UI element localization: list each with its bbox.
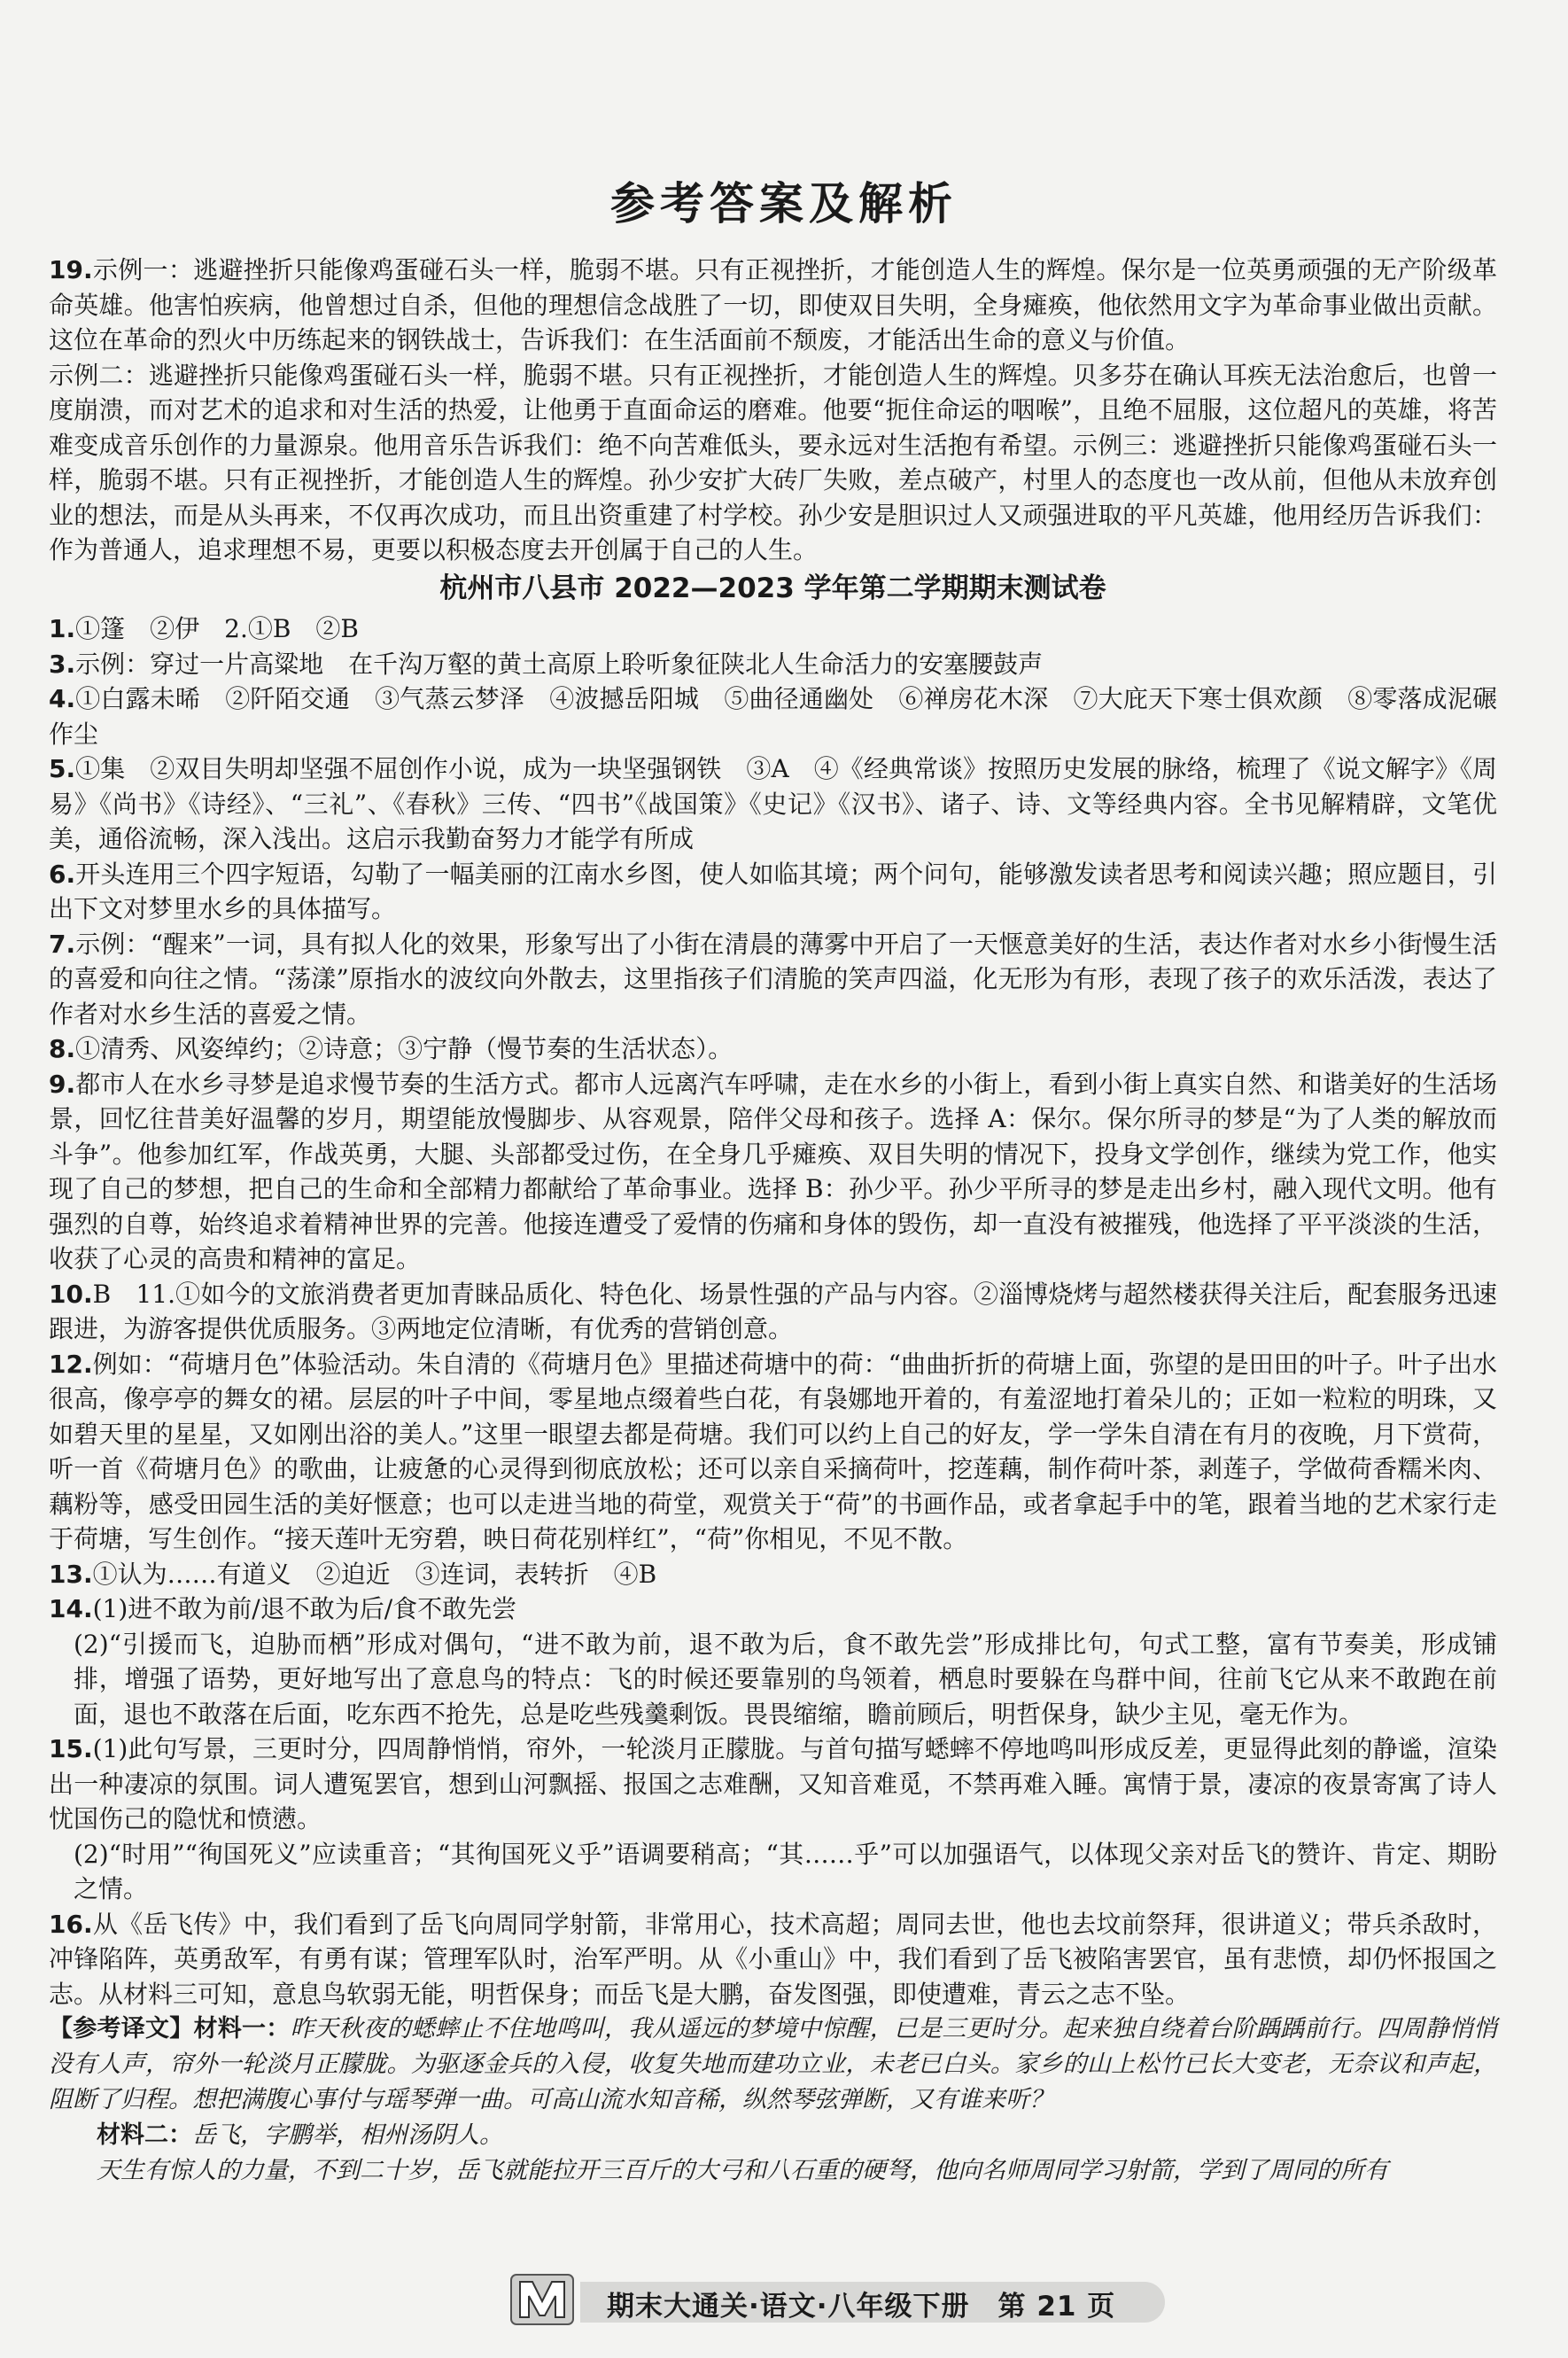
answer-6: 6.开头连用三个四字短语，勾勒了一幅美丽的江南水乡图，使人如临其境；两个问句，能够激发读者思考和阅读兴趣；照应题目，引出下文对梦里水乡的具体描写。: [49, 859, 1497, 923]
translation-material-1: 【参考译文】材料一：昨天秋夜的蟋蟀止不住地鸣叫，我从遥远的梦境中惊醒，已是三更时分。起来独自绕着台阶踽踽前行。四周静悄悄没有人声，帘外一轮淡月正朦胧。为驱逐金兵的入侵，收复失地而建功立业，未老已白头。家乡的山上松竹已长大变老，无奈议和声起，阻断了归程。想把满腹心事付与瑶琴弹一曲。可高山流水知音稀，纵然琴弦弹断，又有谁来听？: [49, 2015, 1498, 2113]
answer-number: 19.: [49, 255, 93, 284]
answer-3: 3.示例：穿过一片高粱地 在千沟万壑的黄土高原上聆听象征陕北人生命活力的安塞腰鼓声: [49, 649, 1044, 679]
footer-text: 期末大通关·语文·八年级下册 第 21 页: [607, 2291, 1116, 2323]
answer-7: 7.示例：“醒来”一词，具有拟人化的效果，形象写出了小街在清晨的薄雾中开启了一天惬意美好的生活，表达作者对水乡小街慢生活的喜爱和向往之情。“荡漾”原指水的波纹向外散去，这里指孩子们清脆的笑声四溢，化无形为有形，表现了孩子的欢乐活泼，表达了作者对水乡生活的喜爱之情。: [49, 929, 1497, 1029]
answer-text: 示例一：逃避挫折只能像鸡蛋碰石头一样，脆弱不堪。只有正视挫折，才能创造人生的辉煌。保尔是一位英勇顽强的无产阶级革命英雄。他害怕疾病，他曾想过自杀，但他的理想信念战胜了一切，即使双目失明，全身瘫痪，他依然用文字为革命事业做出贡献。这位在革命的烈火中历练起来的钢铁战士，告诉我们：在生活面前不颓废，才能活出生命的意义与价值。: [49, 255, 1497, 354]
answer-10: 10.B 11.①如今的文旅消费者更加青睐品质化、特色化、场景性强的产品与内容。②淄博烧烤与超然楼获得关注后，配套服务迅速跟进，为游客提供优质服务。③两地定位清晰，有优秀的营销创意。: [49, 1279, 1497, 1343]
answer-14-2: (2)“引援而飞，迫胁而栖”形成对偶句，“进不敢为前，退不敢为后，食不敢先尝”形成排比句，句式工整，富有节奏美，形成铺排，增强了语势，更好地写出了意息鸟的特点：飞的时候还要靠别的鸟领着，栖息时要躲在鸟群中间，往前飞它从来不敢跑在前面，退也不敢落在后面，吃东西不抢先，总是吃些残羹剩饭。畏畏缩缩，瞻前顾后，明哲保身，缺少主见，毫无作为。: [74, 1629, 1497, 1729]
page-footer: [509, 2271, 1165, 2324]
answer-1: 1.①篷 ②伊 2.①B ②B: [49, 614, 359, 643]
answer-13: 13.①认为……有道义 ②迫近 ③连词，表转折 ④B: [49, 1559, 657, 1589]
answer-16: 16.从《岳飞传》中，我们看到了岳飞向周同学射箭，非常用心，技术高超；周同去世，他也去坟前祭拜，很讲道义；带兵杀敌时，冲锋陷阵，英勇敌军，有勇有谋；管理军队时，治军严明。从《小重山》中，我们看到了岳飞被陷害罢官，虽有悲愤，却仍怀报国之志。从材料三可知，意息鸟软弱无能，明哲保身；而岳飞是大鹏，奋发图强，即使遭难，青云之志不坠。: [49, 1909, 1497, 2009]
answer-12: 12.例如：“荷塘月色”体验活动。朱自清的《荷塘月色》里描述荷塘中的荷：“曲曲折折的荷塘上面，弥望的是田田的叶子。叶子出水很高，像亭亭的舞女的裙。层层的叶子中间，零星地点缀着些白花，有袅娜地开着的，有羞涩地打着朵儿的；正如一粒粒的明珠，又如碧天里的星星，又如刚出浴的美人。”这里一眼望去都是荷塘。我们可以约上自己的好友，学一学朱自清在有月的夜晚，月下赏荷，听一首《荷塘月色》的歌曲，让疲惫的心灵得到彻底放松；还可以亲自采摘荷叶，挖莲藕，制作荷叶茶，剥莲子，学做荷香糯米肉、藕粉等，感受田园生活的美好惬意；也可以走进当地的荷堂，观赏关于“荷”的书画作品，或者拿起手中的笔，跟着当地的艺术家行走于荷塘，写生创作。“接天莲叶无穷碧，映日荷花别样红”，“荷”你相见，不见不散。: [49, 1349, 1497, 1553]
answer-15: 15.(1)此句写景，三更时分，四周静悄悄，帘外，一轮淡月正朦胧。与首句描写蟋蟀不停地鸣叫形成反差，更显得此刻的静谧，渲染出一种凄凉的氛围。词人遭冤罢官，想到山河飘摇、报国之志难酬，又知音难觅，不禁再难入睡。寓情于景，凄凉的夜景寄寓了诗人忧国伤己的隐忧和愤懑。: [49, 1734, 1497, 1833]
logo-m-icon: [509, 2271, 575, 2328]
answer-4: 4.①白露未晞 ②阡陌交通 ③气蒸云梦泽 ④波撼岳阳城 ⑤曲径通幽处 ⑥禅房花木深 ⑦大庇天下寒士俱欢颜 ⑧零落成泥碾作尘: [49, 684, 1497, 749]
answer-19: [49, 253, 1497, 358]
answer-15-2: (2)“时用”“徇国死义”应读重音；“其徇国死义乎”语调要稍高；“其……乎”可以加强语气，以体现父亲对岳飞的赞许、肯定、期盼之情。: [74, 1839, 1497, 1903]
answer-content: [49, 253, 1497, 2189]
answer-9: 9.都市人在水乡寻梦是追求慢节奏的生活方式。都市人远离汽车呼啸，走在水乡的小街上，看到小街上真实自然、和谐美好的生活场景，回忆往昔美好温馨的岁月，期望能放慢脚步、从容观景，陪伴父母和孩子。选择 A：保尔。保尔所寻的梦是“为了人类的解放而斗争”。他参加红军，作战英勇，大腿、头部都受过伤，在全身几乎瘫痪、双目失明的情况下，投身文学创作，继续为党工作，他实现了自己的梦想，把自己的生命和全部精力都献给了革命事业。选择 B：孙少平。孙少平所寻的梦是走出乡村，融入现代文明。他有强烈的自尊，始终追求着精神世界的完善。他接连遭受了爱情的伤痛和身体的毁伤，却一直没有被摧残，他选择了平平淡淡的生活，收获了心灵的高贵和精神的富足。: [49, 1069, 1497, 1273]
translation-material-2: 材料二：岳飞，字鹏举，相州汤阴人。: [97, 2121, 503, 2149]
page-title: 参考答案及解析: [610, 178, 958, 230]
answer-19-continued: 示例二：逃避挫折只能像鸡蛋碰石头一样，脆弱不堪。只有正视挫折，才能创造人生的辉煌。贝多芬在确认耳疾无法治愈后，也曾一度崩溃，而对艺术的追求和对生活的热爱，让他勇于直面命运的磨难。他要“扼住命运的咽喉”，且绝不屈服，这位超凡的英雄，将苦难变成音乐创作的力量源泉。他用音乐告诉我们：绝不向苦难低头，要永远对生活抱有希望。示例三：逃避挫折只能像鸡蛋碰石头一样，脆弱不堪。只有正视挫折，才能创造人生的辉煌。孙少安扩大砖厂失败，差点破产，村里人的态度也一改从前，但他从未放弃创业的想法，而是从头再来，不仅再次成功，而且出资重建了村学校。孙少安是胆识过人又顽强进取的平凡英雄，他用经历告诉我们：作为普通人，追求理想不易，更要以积极态度去开创属于自己的人生。: [49, 360, 1497, 564]
answer-8: 8.①清秀、风姿绰约；②诗意；③宁静（慢节奏的生活状态）。: [49, 1034, 734, 1063]
section-title: 杭州市八县市 2022—2023 学年第二学期期末测试卷: [439, 572, 1106, 604]
answer-5: 5.①集 ②双目失明却坚强不屈创作小说，成为一块坚强钢铁 ③A ④《经典常谈》按照历史发展的脉络，梳理了《说文解字》《周易》《尚书》《诗经》、“三礼”、《春秋》三传、“四书”《战国策》《史记》《汉书》、诸子、诗、文等经典内容。全书见解精辟，文笔优美，通俗流畅，深入浅出。这启示我勤奋努力才能学有所成: [49, 754, 1497, 853]
translation-material-2-body: 天生有惊人的力量，不到二十岁，岳飞就能拉开三百斤的大弓和八石重的硬弩，他向名师周同学习射箭，学到了周同的所有: [97, 2157, 1388, 2184]
answer-14: 14.(1)进不敢为前/退不敢为后/食不敢先尝: [49, 1594, 517, 1623]
